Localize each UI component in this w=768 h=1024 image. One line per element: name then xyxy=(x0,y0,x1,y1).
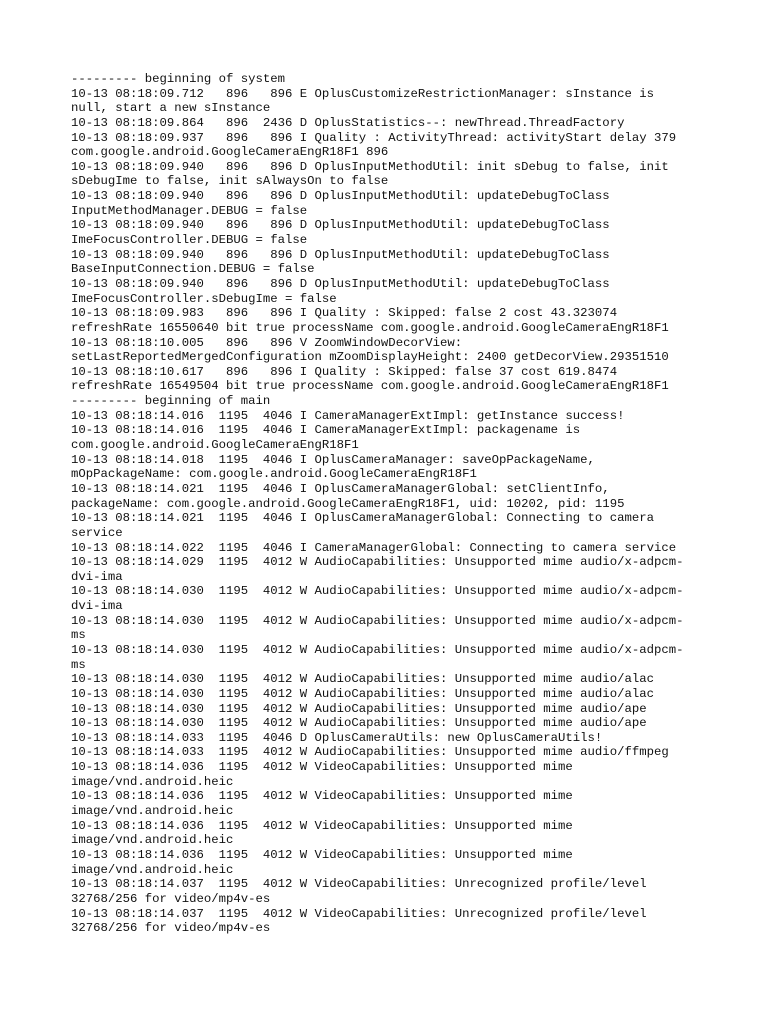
log-line: 10-13 08:18:14.036 1195 4012 W VideoCapabilities: Unsupported mime xyxy=(71,789,573,804)
log-line: 10-13 08:18:14.030 1195 4012 W AudioCapabilities: Unsupported mime audio/x-adpcm- xyxy=(71,613,684,628)
log-line: image/vnd.android.heic xyxy=(71,862,234,877)
log-line: 10-13 08:18:14.030 1195 4012 W AudioCapabilities: Unsupported mime audio/ape xyxy=(71,701,647,716)
log-line: --------- beginning of system xyxy=(71,72,286,86)
log-line: 10-13 08:18:14.030 1195 4012 W AudioCapabilities: Unsupported mime audio/alac xyxy=(71,686,654,701)
log-line: 32768/256 for video/mp4v-es xyxy=(71,891,271,906)
log-line: image/vnd.android.heic xyxy=(71,774,234,789)
log-line: 10-13 08:18:14.021 1195 4046 I OplusCameraManagerGlobal: Connecting to camera xyxy=(71,511,654,526)
log-line: 10-13 08:18:14.030 1195 4012 W AudioCapabilities: Unsupported mime audio/alac xyxy=(71,672,654,687)
log-line: service xyxy=(71,525,123,540)
log-line: 10-13 08:18:09.940 896 896 D OplusInputMethodUtil: init sDebug to false, init xyxy=(71,159,669,174)
log-line: com.google.android.GoogleCameraEngR18F1 896 xyxy=(71,145,389,160)
log-line: 10-13 08:18:09.712 896 896 E OplusCustomizeRestrictionManager: sInstance is xyxy=(71,86,654,101)
log-line: 10-13 08:18:09.940 896 896 D OplusInputMethodUtil: updateDebugToClass xyxy=(71,189,610,204)
log-line: 10-13 08:18:14.036 1195 4012 W VideoCapabilities: Unsupported mime xyxy=(71,760,573,775)
log-line: 10-13 08:18:10.005 896 896 V ZoomWindowDecorView: xyxy=(71,335,463,350)
log-line: image/vnd.android.heic xyxy=(71,804,234,819)
log-text-block xyxy=(71,72,711,936)
log-line: 10-13 08:18:14.036 1195 4012 W VideoCapabilities: Unsupported mime xyxy=(71,847,573,862)
log-line: ImeFocusController.sDebugIme = false xyxy=(71,291,337,306)
log-line: 32768/256 for video/mp4v-es xyxy=(71,921,271,936)
log-line: 10-13 08:18:09.940 896 896 D OplusInputMethodUtil: updateDebugToClass xyxy=(71,218,610,233)
log-line: ms xyxy=(71,657,86,672)
log-line: InputMethodManager.DEBUG = false xyxy=(71,203,308,218)
log-line: null, start a new sInstance xyxy=(71,101,271,116)
log-line: sDebugIme to false, init sAlwaysOn to false xyxy=(71,174,389,189)
log-line: 10-13 08:18:14.018 1195 4046 I OplusCameraManager: saveOpPackageName, xyxy=(71,452,595,467)
log-line: 10-13 08:18:14.036 1195 4012 W VideoCapabilities: Unsupported mime xyxy=(71,818,573,833)
log-line: 10-13 08:18:09.940 896 896 D OplusInputMethodUtil: updateDebugToClass xyxy=(71,276,610,291)
log-line: 10-13 08:18:14.016 1195 4046 I CameraManagerExtImpl: packagename is xyxy=(71,423,581,438)
log-line: mOpPackageName: com.google.android.GoogleCameraEngR18F1 xyxy=(71,467,477,482)
log-line: refreshRate 16550640 bit true processName com.google.android.GoogleCameraEngR18F1 xyxy=(71,320,669,335)
log-line: packageName: com.google.android.GoogleCameraEngR18F1, uid: 10202, pid: 1195 xyxy=(71,496,625,511)
log-line: 10-13 08:18:14.029 1195 4012 W AudioCapabilities: Unsupported mime audio/x-adpcm- xyxy=(71,555,684,570)
log-line: 10-13 08:18:10.617 896 896 I Quality : Skipped: false 37 cost 619.8474 xyxy=(71,364,618,379)
log-line: 10-13 08:18:14.030 1195 4012 W AudioCapabilities: Unsupported mime audio/x-adpcm- xyxy=(71,584,684,599)
log-line: image/vnd.android.heic xyxy=(71,833,234,848)
log-line: 10-13 08:18:14.016 1195 4046 I CameraManagerExtImpl: getInstance success! xyxy=(71,408,625,423)
log-line: 10-13 08:18:14.022 1195 4046 I CameraManagerGlobal: Connecting to camera service xyxy=(71,540,677,555)
log-line: 10-13 08:18:14.030 1195 4012 W AudioCapabilities: Unsupported mime audio/ape xyxy=(71,716,647,731)
log-line: 10-13 08:18:09.937 896 896 I Quality : ActivityThread: activityStart delay 379 xyxy=(71,130,677,145)
log-line: 10-13 08:18:14.033 1195 4012 W AudioCapabilities: Unsupported mime audio/ffmpeg xyxy=(71,745,669,760)
log-line: 10-13 08:18:14.033 1195 4046 D OplusCameraUtils: new OplusCameraUtils! xyxy=(71,730,603,745)
log-line: 10-13 08:18:14.037 1195 4012 W VideoCapabilities: Unrecognized profile/level xyxy=(71,906,647,921)
log-line: 10-13 08:18:09.983 896 896 I Quality : Skipped: false 2 cost 43.323074 xyxy=(71,306,618,321)
log-line: 10-13 08:18:14.030 1195 4012 W AudioCapabilities: Unsupported mime audio/x-adpcm- xyxy=(71,642,684,657)
log-line: ImeFocusController.DEBUG = false xyxy=(71,233,308,248)
log-line: dvi-ima xyxy=(71,569,123,584)
log-line: 10-13 08:18:09.940 896 896 D OplusInputMethodUtil: updateDebugToClass xyxy=(71,247,610,262)
log-line: 10-13 08:18:09.864 896 2436 D OplusStatistics--: newThread.ThreadFactory xyxy=(71,115,625,130)
log-line: 10-13 08:18:14.021 1195 4046 I OplusCameraManagerGlobal: setClientInfo, xyxy=(71,481,610,496)
log-line: com.google.android.GoogleCameraEngR18F1 xyxy=(71,438,359,453)
log-line: setLastReportedMergedConfiguration mZoomDisplayHeight: 2400 getDecorView.29351510 xyxy=(71,350,669,365)
log-line: refreshRate 16549504 bit true processName com.google.android.GoogleCameraEngR18F1 xyxy=(71,379,669,394)
log-line: BaseInputConnection.DEBUG = false xyxy=(71,262,315,277)
log-line: ms xyxy=(71,628,86,643)
log-line: 10-13 08:18:14.037 1195 4012 W VideoCapabilities: Unrecognized profile/level xyxy=(71,877,647,892)
log-line: --------- beginning of main xyxy=(71,394,271,409)
log-line: dvi-ima xyxy=(71,599,123,614)
